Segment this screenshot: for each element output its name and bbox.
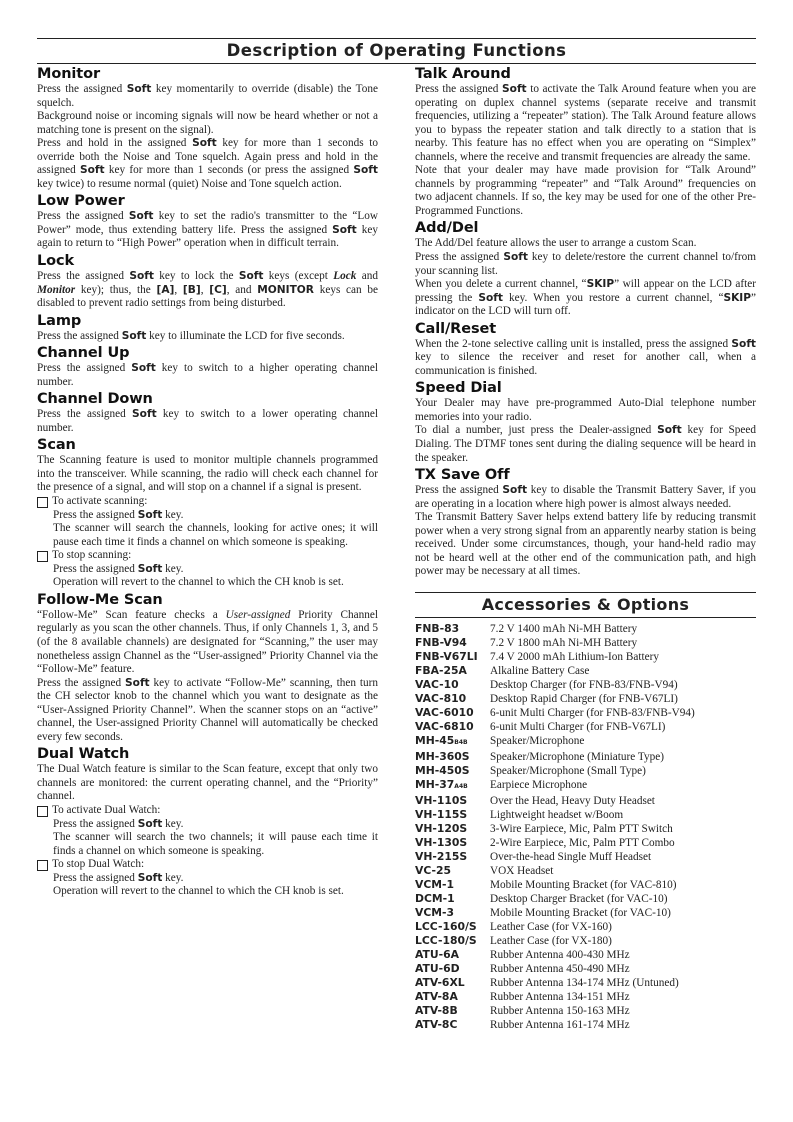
checklist-item: To activate Dual Watch: (37, 804, 378, 818)
accessory-description: Leather Case (for VX-180) (490, 934, 612, 947)
accessory-code: VCM-3 (415, 905, 455, 919)
paragraph: The Dual Watch feature is similar to the Scan feature, except that only two channels are monitored: the current operating channel, and the “Priority” channel. (37, 763, 378, 803)
accessory-code: FBA-25A (415, 663, 467, 677)
accessory-description: Mobile Mounting Bracket (for VAC-810) (490, 878, 677, 891)
accessory-row (415, 750, 756, 764)
section-title: TX Save Off (415, 467, 510, 484)
accessory-code: ATU-6D (415, 961, 460, 975)
paragraph: Press the assigned Soft key. (53, 562, 184, 575)
accessory-code: VH-110S (415, 793, 468, 807)
accessory-code: VH-215S (415, 849, 468, 863)
accessory-row (415, 1004, 756, 1018)
accessory-description: Desktop Charger (for FNB-83/FNB-V94) (490, 678, 678, 691)
accessory-code: ATV-8B (415, 1003, 458, 1017)
accessory-description: 2-Wire Earpiece, Mic, Palm PTT Combo (490, 836, 675, 849)
accessory-description: Over-the-head Single Muff Headset (490, 850, 652, 863)
section-title: Speed Dial (415, 380, 502, 397)
paragraph: Press the assigned Soft key momentarily to override (disable) the Tone squelch. (37, 83, 378, 109)
accessory-description: Rubber Antenna 400-430 MHz (490, 948, 630, 961)
paragraph: The Add/Del feature allows the user to arrange a custom Scan. (415, 237, 697, 250)
accessory-row (415, 1018, 756, 1032)
paragraph: To dial a number, just press the Dealer-assigned Soft key for Speed Dialing. The DTMF tones sent during the dialing sequence will be heard in the speaker. (415, 424, 756, 464)
accessory-description: Earpiece Microphone (490, 778, 588, 791)
checkbox-icon (37, 497, 48, 508)
accessory-row (415, 794, 756, 808)
accessory-code: VC-25 (415, 863, 452, 877)
section-title: Channel Up (37, 345, 130, 362)
section-talk-around (415, 66, 756, 218)
accessory-description: Lightweight headset w/Boom (490, 808, 624, 821)
accessory-description: 7.2 V 1800 mAh Ni-MH Battery (490, 636, 638, 649)
checkbox-icon (37, 551, 48, 562)
accessory-description: Leather Case (for VX-160) (490, 920, 612, 933)
paragraph: Press the assigned Soft key to switch to a higher operating channel number. (37, 362, 378, 388)
section-channel-up (37, 345, 378, 389)
paragraph: The scanner will search the two channels; it will pause each time it finds a channel on which someone is speaking. (53, 831, 378, 857)
section-title: Channel Down (37, 391, 153, 408)
section-title: Lamp (37, 312, 82, 329)
section-scan (37, 437, 378, 589)
accessory-code: VAC-810 (415, 691, 467, 705)
accessory-row (415, 822, 756, 836)
checklist-item: To activate scanning: (37, 495, 378, 509)
accessory-row (415, 906, 756, 920)
section-low-power (37, 193, 378, 251)
accessory-description: VOX Headset (490, 864, 554, 877)
paragraph: Press the assigned Soft key to illuminate the LCD for five seconds. (37, 329, 345, 342)
section-lamp (37, 313, 378, 344)
section-title: Scan (37, 437, 76, 454)
accessory-row (415, 720, 756, 734)
accessory-row (415, 706, 756, 720)
accessory-code-suffix: B4B (454, 738, 468, 746)
accessory-description: Alkaline Battery Case (490, 664, 590, 677)
paragraph: Note that your dealer may have made provision for “Talk Around” channels by programming “repeater” and “Talk Around” frequencies on two adjacent channels. If so, the key may be used for one of the other Pre-Programmed Functions. (415, 164, 756, 217)
accessory-description: Rubber Antenna 134-151 MHz (490, 990, 630, 1003)
accessory-row (415, 734, 756, 750)
accessory-code: LCC-160/S (415, 919, 477, 933)
accessory-description: Speaker/Microphone (Small Type) (490, 764, 646, 777)
accessory-code: ATV-8A (415, 989, 458, 1003)
accessory-description: Rubber Antenna 150-163 MHz (490, 1004, 630, 1017)
accessory-row (415, 664, 756, 678)
accessory-description: 6-unit Multi Charger (for FNB-83/FNB-V94) (490, 706, 695, 719)
paragraph: Press the assigned Soft key to activate “Follow-Me” scanning, then turn the CH selector knob to the channel which you want to designate as the “User-Assigned Priority Channel”. When the scanner stops on an “active” channel, the User-assigned Priority Channel will automatically be checked every few seconds. (37, 676, 378, 743)
accessory-code: VH-115S (415, 807, 468, 821)
accessory-row (415, 948, 756, 962)
paragraph: When the 2-tone selective calling unit is installed, press the assigned Soft key to silence the receiver and reset for another call, when a communication is finished. (415, 337, 756, 377)
accessory-description: 3-Wire Earpiece, Mic, Palm PTT Switch (490, 822, 673, 835)
left-column (37, 66, 378, 899)
paragraph: Press the assigned Soft key to delete/restore the current channel to/from your scanning list. (415, 251, 756, 277)
accessory-description: Desktop Charger Bracket (for VAC-10) (490, 892, 668, 905)
accessory-row (415, 976, 756, 990)
accessory-row (415, 920, 756, 934)
paragraph: Background noise or incoming signals will now be heard whether or not a matching tone is present on the signal). (37, 110, 378, 136)
accessory-row (415, 692, 756, 706)
accessory-code-suffix: A4B (454, 782, 468, 790)
checklist-item: To stop scanning: (37, 549, 378, 563)
accessory-description: 6-unit Multi Charger (for FNB-V67LI) (490, 720, 666, 733)
accessory-code: ATV-6XL (415, 975, 465, 989)
paragraph: When you delete a current channel, “SKIP” will appear on the LCD after pressing the Soft key. When you restore a current channel, “SKIP” indicator on the LCD will turn off. (415, 278, 756, 318)
accessory-description: Rubber Antenna 450-490 MHz (490, 962, 630, 975)
accessory-row (415, 934, 756, 948)
checkbox-icon (37, 806, 48, 817)
accessory-row (415, 990, 756, 1004)
accessory-description: Rubber Antenna 134-174 MHz (Untuned) (490, 976, 679, 989)
accessory-row (415, 636, 756, 650)
paragraph: The Transmit Battery Saver helps extend battery life by reducing transmit power when a very strong signal from an apparently nearby station is being received. Under some circumstances, though, your hand-held radio may not be heard well at the other end of the communication path, and high power may be necessary at all times. (415, 511, 756, 578)
section-follow-me-scan (37, 592, 378, 744)
checklist-item: To stop Dual Watch: (37, 858, 378, 872)
section-title: Call/Reset (415, 320, 497, 337)
section-title: Lock (37, 253, 75, 270)
section-lock (37, 253, 378, 311)
accessory-row (415, 850, 756, 864)
accessory-row (415, 622, 756, 636)
accessory-description: Speaker/Microphone (Miniature Type) (490, 750, 664, 763)
accessory-description: Over the Head, Heavy Duty Headset (490, 794, 655, 807)
accessory-row (415, 764, 756, 778)
accessory-row (415, 864, 756, 878)
paragraph: Press the assigned Soft key to set the radio's transmitter to the “Low Power” mode, thus extending battery life. Press the assigned Soft key again to return to “High Power” operation when in difficult terrain. (37, 210, 378, 250)
paragraph: Press the assigned Soft key to switch to a lower operating channel number. (37, 408, 378, 434)
accessory-code: LCC-180/S (415, 933, 477, 947)
accessory-code: MH-450S (415, 763, 470, 777)
accessory-code: VAC-6010 (415, 705, 474, 719)
paragraph: Press the assigned Soft key. (53, 817, 184, 830)
right-column (415, 66, 756, 1032)
accessory-description: Speaker/Microphone (490, 734, 585, 747)
accessory-code: FNB-83 (415, 621, 460, 635)
accessory-code: DCM-1 (415, 891, 455, 905)
paragraph: Operation will revert to the channel to which the CH knob is set. (53, 576, 344, 589)
accessory-code: VCM-1 (415, 877, 455, 891)
accessory-code: MH-360S (415, 749, 470, 763)
accessory-code: FNB-V94 (415, 635, 467, 649)
accessory-description: Mobile Mounting Bracket (for VAC-10) (490, 906, 671, 919)
paragraph: Press the assigned Soft key to lock the Soft keys (except Lock and Monitor key); thus, the [A], [B], [C], and MONITOR keys can be disabled to prevent radio settings from being disturbed. (37, 270, 379, 310)
accessory-code: VH-120S (415, 821, 468, 835)
accessory-code: FNB-V67LI (415, 649, 478, 663)
section-speed-dial (415, 380, 756, 465)
paragraph: Press the assigned Soft key to disable the Transmit Battery Saver, if you are operating in a location where high power is almost always needed. (415, 484, 756, 510)
section-title: Follow-Me Scan (37, 591, 163, 608)
accessory-code: VH-130S (415, 835, 468, 849)
accessory-code: ATU-6A (415, 947, 459, 961)
paragraph: Your Dealer may have pre-programmed Auto-Dial telephone number memories into your radio. (415, 397, 756, 423)
section-title: Monitor (37, 66, 101, 82)
paragraph: The scanner will search the channels, looking for active ones; it will pause each time it finds a channel on which someone is speaking. (53, 522, 378, 548)
accessory-description: Desktop Rapid Charger (for FNB-V67LI) (490, 692, 678, 705)
accessory-description: 7.4 V 2000 mAh Lithium-Ion Battery (490, 650, 659, 663)
paragraph: Operation will revert to the channel to which the CH knob is set. (53, 885, 344, 898)
section-monitor (37, 66, 378, 191)
accessory-description: 7.2 V 1400 mAh Ni-MH Battery (490, 622, 638, 635)
section-tx-save-off (415, 467, 756, 579)
accessory-code: ATV-8C (415, 1017, 458, 1031)
accessory-code: VAC-10 (415, 677, 459, 691)
accessory-row (415, 878, 756, 892)
paragraph: Press the assigned Soft key. (53, 871, 184, 884)
checkbox-icon (37, 860, 48, 871)
paragraph: “Follow-Me” Scan feature checks a User-assigned Priority Channel regularly as you scan the other channels. Thus, if only Channels 1, 3, and 5 (of the 8 available channels) are designated for “Scanning,” the user may nonetheless assign Channel as the “User-assigned” Priority Channel via the “Follow-Me” feature. (37, 608, 378, 676)
accessory-row (415, 678, 756, 692)
accessory-row (415, 808, 756, 822)
section-title: Add/Del (415, 220, 479, 237)
accessory-code: MH-37A4B (415, 777, 468, 791)
section-channel-down (37, 391, 378, 435)
accessory-row (415, 836, 756, 850)
accessory-row (415, 962, 756, 976)
paragraph: Press and hold in the assigned Soft key for more than 1 seconds to override both the Noise and Tone squelch. Again press and hold in the assigned Soft key for more than 1 seconds (or press the assigned Soft key twice) to resume normal (quiet) Noise and Tone squelch action. (37, 137, 378, 190)
section-title: Low Power (37, 193, 125, 210)
section-dual-watch (37, 746, 378, 898)
paragraph: The Scanning feature is used to monitor multiple channels programmed into the transceiver. While scanning, the radio will check each channel for the presence of a signal, and will stop on a channel if a signal is present. (37, 454, 378, 494)
accessory-description: Rubber Antenna 161-174 MHz (490, 1018, 630, 1031)
section-title: Dual Watch (37, 746, 130, 763)
accessory-row (415, 892, 756, 906)
accessories-title: Accessories & Options (415, 592, 756, 618)
section-add-del (415, 220, 756, 318)
accessories-table (415, 622, 756, 1032)
paragraph: Press the assigned Soft to activate the Talk Around feature when you are operating on duplex channel systems (separate receive and transmit frequencies, utilizing a “repeater” station). The Talk Around feature allows you to bypass the repeater station and talk directly to a station that is nearby. This feature has no effect when you are operating on “Simplex” channels, where the receive and transmit frequencies are already the same. (415, 83, 757, 163)
accessory-code: VAC-6810 (415, 719, 474, 733)
section-title: Talk Around (415, 66, 511, 82)
paragraph: Press the assigned Soft key. (53, 508, 184, 521)
accessory-code: MH-45B4B (415, 733, 468, 747)
section-call-reset (415, 321, 756, 379)
accessory-row (415, 778, 756, 794)
accessory-row (415, 650, 756, 664)
page-title: Description of Operating Functions (37, 38, 756, 64)
